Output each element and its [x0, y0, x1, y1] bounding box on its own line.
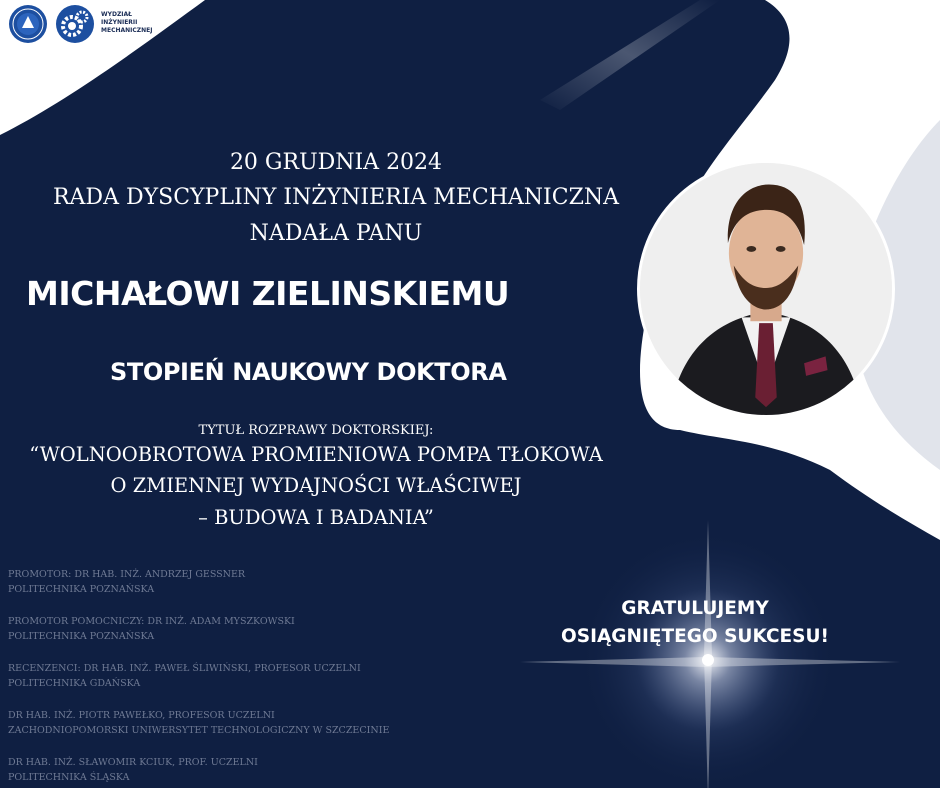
committee-entry-reviewer-2	[8, 709, 389, 738]
committee-entry-role: PROMOTOR: DR HAB. INŻ. ANDRZEJ GESSNER	[8, 569, 246, 580]
committee-entry-assistant-promoter	[8, 615, 389, 644]
committee-entry-role: DR HAB. INŻ. PIOTR PAWEŁKO, PROFESOR UCZELNI	[8, 710, 275, 721]
logo-text-line-1: WYDZIAŁ	[101, 11, 133, 18]
congrats-line-1: GRATULUJEMY	[621, 598, 769, 619]
committee-entry-affiliation: POLITECHNIKA POZNAŃSKA	[8, 630, 155, 642]
committee-entry-affiliation: POLITECHNIKA POZNAŃSKA	[8, 583, 155, 595]
logo-text-line-2: INŻYNIERII	[101, 19, 138, 26]
committee-list	[8, 568, 389, 788]
gear-logo-icon	[55, 4, 95, 44]
committee-entry-affiliation: POLITECHNIKA ŚLĄSKA	[8, 771, 130, 783]
committee-entry-reviewer-3	[8, 756, 389, 785]
congrats-line-2: OSIĄGNIĘTEGO SUKCESU!	[561, 626, 829, 647]
awarded-text: NADAŁA PANU	[249, 221, 423, 246]
faculty-logo-text	[101, 11, 171, 35]
degree-title: STOPIEŃ NAUKOWY DOKTORA	[110, 358, 507, 386]
thesis-label: TYTUŁ ROZPRAWY DOKTORSKIEJ:	[198, 423, 434, 438]
committee-entry-promoter	[8, 568, 389, 597]
logo-text-line-3: MECHANICZNEJ	[101, 27, 153, 34]
thesis-title-line-2: O ZMIENNEJ WYDAJNOŚCI WŁAŚCIWEJ	[110, 474, 522, 497]
recipient-name: MICHAŁOWI ZIELINSKIEMU	[26, 274, 510, 313]
committee-entry-role: RECENZENCI: DR HAB. INŻ. PAWEŁ ŚLIWIŃSKI, PROFESOR UCZELNI	[8, 663, 361, 674]
committee-entry-role: DR HAB. INŻ. SŁAWOMIR KCIUK, PROF. UCZELNI	[8, 757, 258, 768]
council-name: RADA DYSCYPLINY INŻYNIERIA MECHANICZNA	[52, 185, 619, 210]
thesis-title-line-3: – BUDOWA I BADANIA”	[198, 506, 434, 529]
committee-entry-role: PROMOTOR POMOCNICZY: DR INŻ. ADAM MYSZKOWSKI	[8, 616, 295, 627]
portrait-illustration	[640, 163, 892, 415]
university-seal-icon	[8, 4, 48, 44]
committee-entry-affiliation: ZACHODNIOPOMORSKI UNIWERSYTET TECHNOLOGICZNY W SZCZECINIE	[8, 724, 390, 736]
portrait-photo	[637, 160, 895, 418]
committee-entry-reviewer-1	[8, 662, 389, 691]
ceremony-date: 20 GRUDNIA 2024	[229, 150, 443, 175]
thesis-title-line-1: “WOLNOOBROTOWA PROMIENIOWA POMPA TŁOKOWA	[29, 443, 603, 466]
committee-entry-affiliation: POLITECHNIKA GDAŃSKA	[8, 677, 141, 689]
